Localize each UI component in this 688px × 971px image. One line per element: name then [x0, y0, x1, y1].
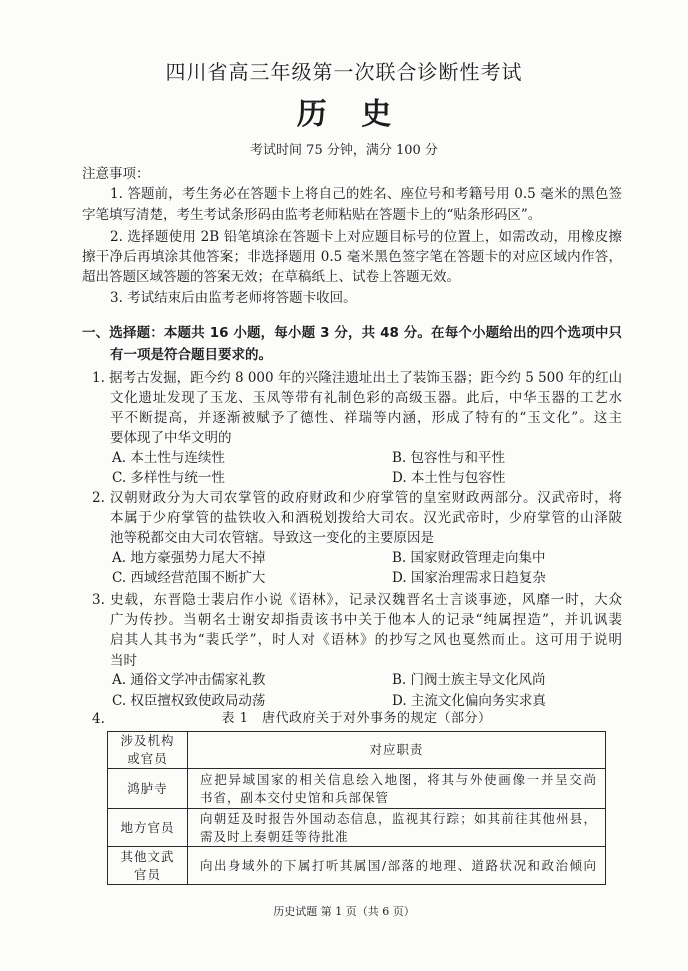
- table-caption: 表 1 唐代政府关于对外事务的规定（部分）: [221, 711, 492, 726]
- header-cell-institution-line: 或官员: [127, 751, 168, 766]
- q1-stem-line-1: 1. 据考古发掘，距今约 8 000 年的兴隆洼遗址出土了装饰玉器；距今约 5 500 年的红山: [92, 370, 623, 386]
- row-duty-line: 向朝廷及时报告外国动态信息，监视其行踪；如其前往其他州县，: [200, 810, 597, 826]
- q2-option-b: B. 国家财政管理走向集中: [392, 550, 546, 566]
- q1-stem-line-3: 平不断提高，并逐渐被赋予了德性、祥瑞等内涵，形成了特有的“玉文化”。这主: [110, 410, 622, 426]
- row-duty-cell: [188, 769, 606, 809]
- notice-label: 注意事项：: [82, 166, 150, 182]
- row-duty-line: 书省，副本交付史馆和兵部保管: [200, 789, 390, 805]
- section-heading-line-2: 有一项是符合题目要求的。: [110, 347, 272, 363]
- q3-option-b: B. 门阀士族主导文化风尚: [392, 672, 546, 688]
- q3-stem-line-2: 广为传抄。当朝名士谢安却指责该书中关于他本人的记录“纯属捏造”，并讥讽裴: [110, 612, 622, 628]
- row-institution-text: 其他文武: [120, 848, 175, 864]
- q4-number: 4.: [92, 711, 105, 727]
- header-cell-institution-line: 涉及机构: [120, 733, 175, 748]
- header-cell-duty-text: 对应职责: [369, 742, 424, 757]
- notice-item-1-line-1: 1. 答题前，考生务必在答题卡上将自己的姓名、座位号和考籍号用 0.5 毫米的黑色签: [110, 186, 622, 202]
- q2-option-c: C. 西域经营范围不断扩大: [112, 570, 266, 586]
- q1-stem-line-2: 文化遗址发现了玉龙、玉凤等带有礼制色彩的高级玉器。此后，中华玉器的工艺水: [110, 390, 622, 406]
- header-cell-institution: [108, 732, 188, 769]
- notice-item-2-line-2: 擦干净后再填涂其他答案；非选择题用 0.5 毫米黑色签字笔在答题卡的对应区域内作答，: [82, 249, 622, 265]
- notice-item-3-line-1: 3. 考试结束后由监考老师将答题卡收回。: [110, 290, 357, 306]
- row-duty-line: 应把异域国家的相关信息绘入地图，将其与外使画像一并呈交尚: [200, 771, 597, 787]
- row-institution-text: 官员: [133, 866, 161, 882]
- row-institution-text: 地方官员: [120, 819, 175, 835]
- table-row: [108, 809, 606, 847]
- exam-info: 考试时间 75 分钟，满分 100 分: [250, 143, 438, 158]
- row-institution-cell: [108, 809, 188, 847]
- q1-option-b: B. 包容性与和平性: [392, 450, 506, 466]
- row-duty-line: 向出身域外的下属打听其属国/部落的地理、道路状况和政治倾向: [200, 857, 597, 873]
- notice-item-2-line-1: 2. 选择题使用 2B 铅笔填涂在答题卡上对应题目标号的位置上，如需改动，用橡皮擦: [110, 229, 622, 245]
- header-cell-duty: [188, 732, 606, 769]
- section-heading-line-1: 一、选择题：本题共 16 小题，每小题 3 分，共 48 分。在每个小题给出的四个选项中只: [82, 325, 622, 341]
- q2-stem-line-2: 本属于少府掌管的盐铁收入和酒税划拨给大司农。汉光武帝时，少府掌管的山泽陂: [110, 510, 622, 526]
- foreign-affairs-table: [107, 731, 606, 885]
- notice-item-2-line-3: 超出答题区域答题的答案无效；在草稿纸上、试卷上答题无效。: [82, 269, 460, 285]
- row-duty-cell: [188, 809, 606, 847]
- row-institution-cell: [108, 847, 188, 885]
- exam-title: 四川省高三年级第一次联合诊断性考试: [165, 60, 523, 84]
- subject-title: 历 史: [296, 97, 404, 132]
- table-row: [108, 769, 606, 809]
- q3-option-a: A. 通俗文学冲击儒家礼教: [112, 672, 266, 688]
- page-footer: 历史试题 第 1 页（共 6 页）: [273, 905, 415, 918]
- table-row: [108, 847, 606, 885]
- q2-option-a: A. 地方豪强势力尾大不掉: [112, 550, 266, 566]
- row-duty-line: 需及时上奏朝廷等待批准: [200, 828, 349, 844]
- q1-stem-line-4: 要体现了中华文明的: [110, 430, 232, 446]
- table-header-row: [108, 732, 606, 769]
- q3-option-d: D. 主流文化偏向务实求真: [392, 693, 546, 709]
- q3-option-c: C. 权臣擅权致使政局动荡: [112, 693, 266, 709]
- q3-stem-line-1: 3. 史载，东晋隐士裴启作小说《语林》，记录汉魏晋名士言谈事迹，风靡一时，大众: [92, 592, 622, 608]
- q1-option-a: A. 本土性与连续性: [112, 450, 225, 466]
- q2-option-d: D. 国家治理需求日趋复杂: [392, 570, 546, 586]
- row-institution-cell: [108, 769, 188, 809]
- row-institution-text: 鸿胪寺: [127, 780, 168, 796]
- notice-item-1-line-2: 字笔填写清楚，考生考试条形码由监考老师粘贴在答题卡上的“贴条形码区”。: [82, 207, 542, 223]
- row-duty-cell: [188, 847, 606, 885]
- q3-stem-line-4: 当时: [110, 653, 137, 669]
- q2-stem-line-3: 池等税都交由大司农管辖。导致这一变化的主要原因是: [110, 530, 434, 546]
- q3-stem-line-3: 启其人其书为“裴氏学”，时人对《语林》的抄写之风也戛然而止。这可用于说明: [110, 632, 622, 648]
- q1-option-d: D. 本土性与包容性: [392, 470, 506, 486]
- q1-option-c: C. 多样性与统一性: [112, 470, 225, 486]
- q2-stem-line-1: 2. 汉朝财政分为大司农掌管的政府财政和少府掌管的皇室财政两部分。汉武帝时，将: [92, 490, 622, 506]
